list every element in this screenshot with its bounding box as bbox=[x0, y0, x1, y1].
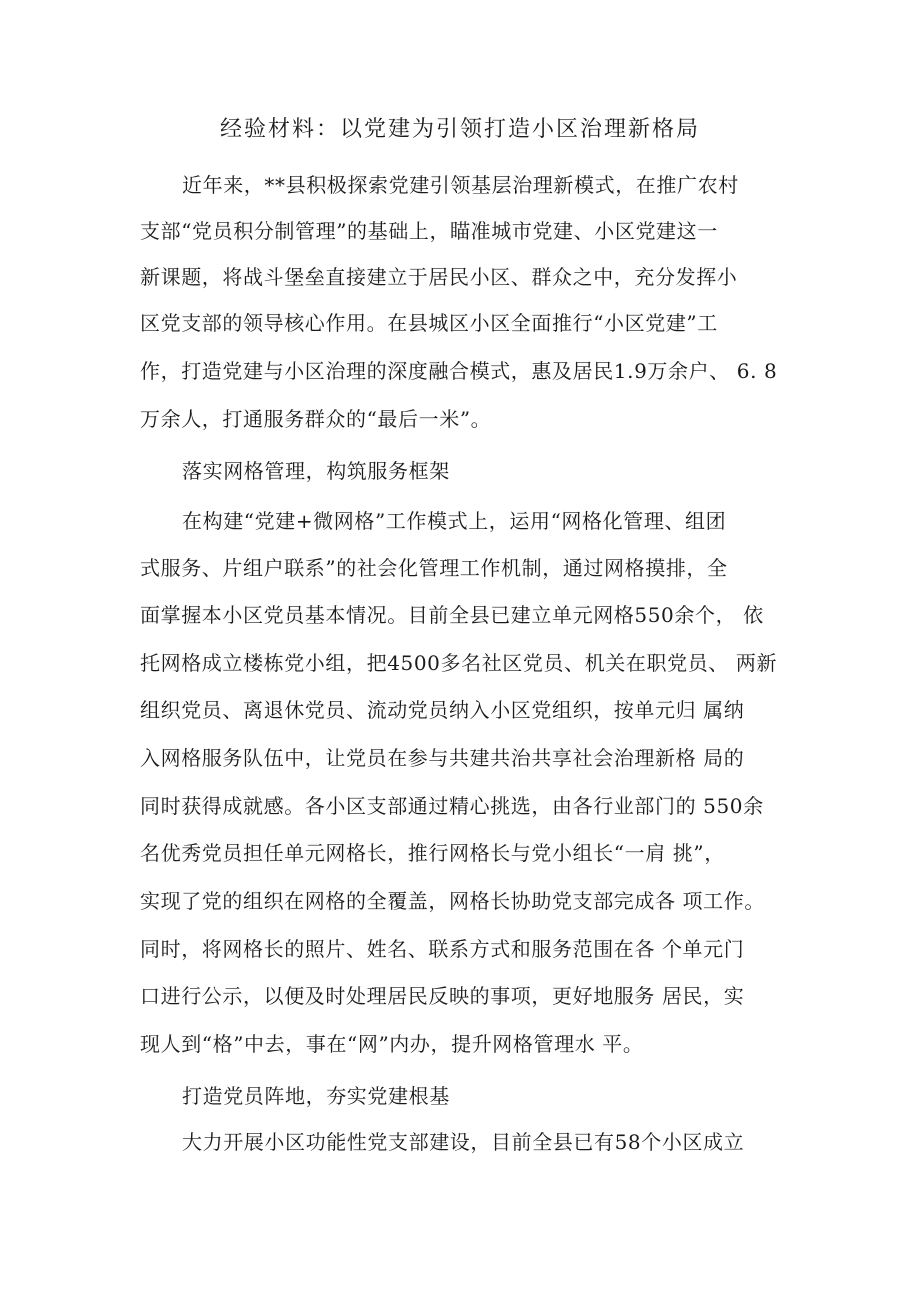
section-heading: 落实网格管理，构筑服务框架 bbox=[182, 459, 450, 483]
paragraph-line: 组织党员、离退休党员、流动党员纳入小区党组织，按单元归 属纳 bbox=[140, 698, 745, 722]
paragraph-line: 近年来，**县积极探索党建引领基层治理新模式，在推广农村 bbox=[182, 173, 739, 197]
paragraph-line: 面掌握本小区党员基本情况。目前全县已建立单元网格550余个， 依 bbox=[140, 603, 764, 627]
paragraph-line: 在构建“党建+微网格”工作模式上，运用“网格化管理、组团 bbox=[182, 509, 727, 533]
section-heading: 打造党员阵地，夯实党建根基 bbox=[182, 1084, 450, 1108]
paragraph-line: 支部“党员积分制管理”的基础上，瞄准城市党建、小区党建这一 bbox=[140, 219, 718, 243]
paragraph-line: 名优秀党员担任单元网格长，推行网格长与党小组长“一肩 挑”， bbox=[140, 841, 725, 865]
paragraph-line: 万余人，打通服务群众的“最后一米”。 bbox=[140, 407, 492, 431]
paragraph-line: 现人到“格”中去，事在“网”内办，提升网格管理水 平。 bbox=[140, 1032, 644, 1056]
paragraph-line: 实现了党的组织在网格的全覆盖，网格长协助党支部完成各 项工作。 bbox=[140, 889, 765, 913]
paragraph-line: 同时获得成就感。各小区支部通过精心挑选，由各行业部门的 550余 bbox=[140, 794, 764, 818]
paragraph-line: 入网格服务队伍中，让党员在参与共建共治共享社会治理新格 局的 bbox=[140, 746, 745, 770]
paragraph-line: 区党支部的领导核心作用。在县城区小区全面推行“小区党建”工 bbox=[140, 311, 718, 335]
paragraph-line: 托网格成立楼栋党小组，把4500多名社区党员、机关在职党员、 两新 bbox=[140, 651, 778, 675]
paragraph-line: 同时，将网格长的照片、姓名、联系方式和服务范围在各 个单元门 bbox=[140, 937, 745, 961]
paragraph-line: 新课题，将战斗堡垒直接建立于居民小区、群众之中，充分发挥小 bbox=[140, 265, 738, 289]
paragraph-line: 口进行公示，以便及时处理居民反映的事项，更好地服务 居民，实 bbox=[140, 984, 745, 1008]
document-title: 经验材料：以党建为引领打造小区治理新格局 bbox=[219, 117, 700, 142]
paragraph-line: 作，打造党建与小区治理的深度融合模式，惠及居民1.9万余户、 6. 8 bbox=[140, 359, 778, 383]
paragraph-line: 大力开展小区功能性党支部建设，目前全县已有58个小区成立 bbox=[182, 1130, 745, 1154]
paragraph-line: 式服务、片组户联系”的社会化管理工作机制，通过网格摸排，全 bbox=[140, 556, 728, 580]
